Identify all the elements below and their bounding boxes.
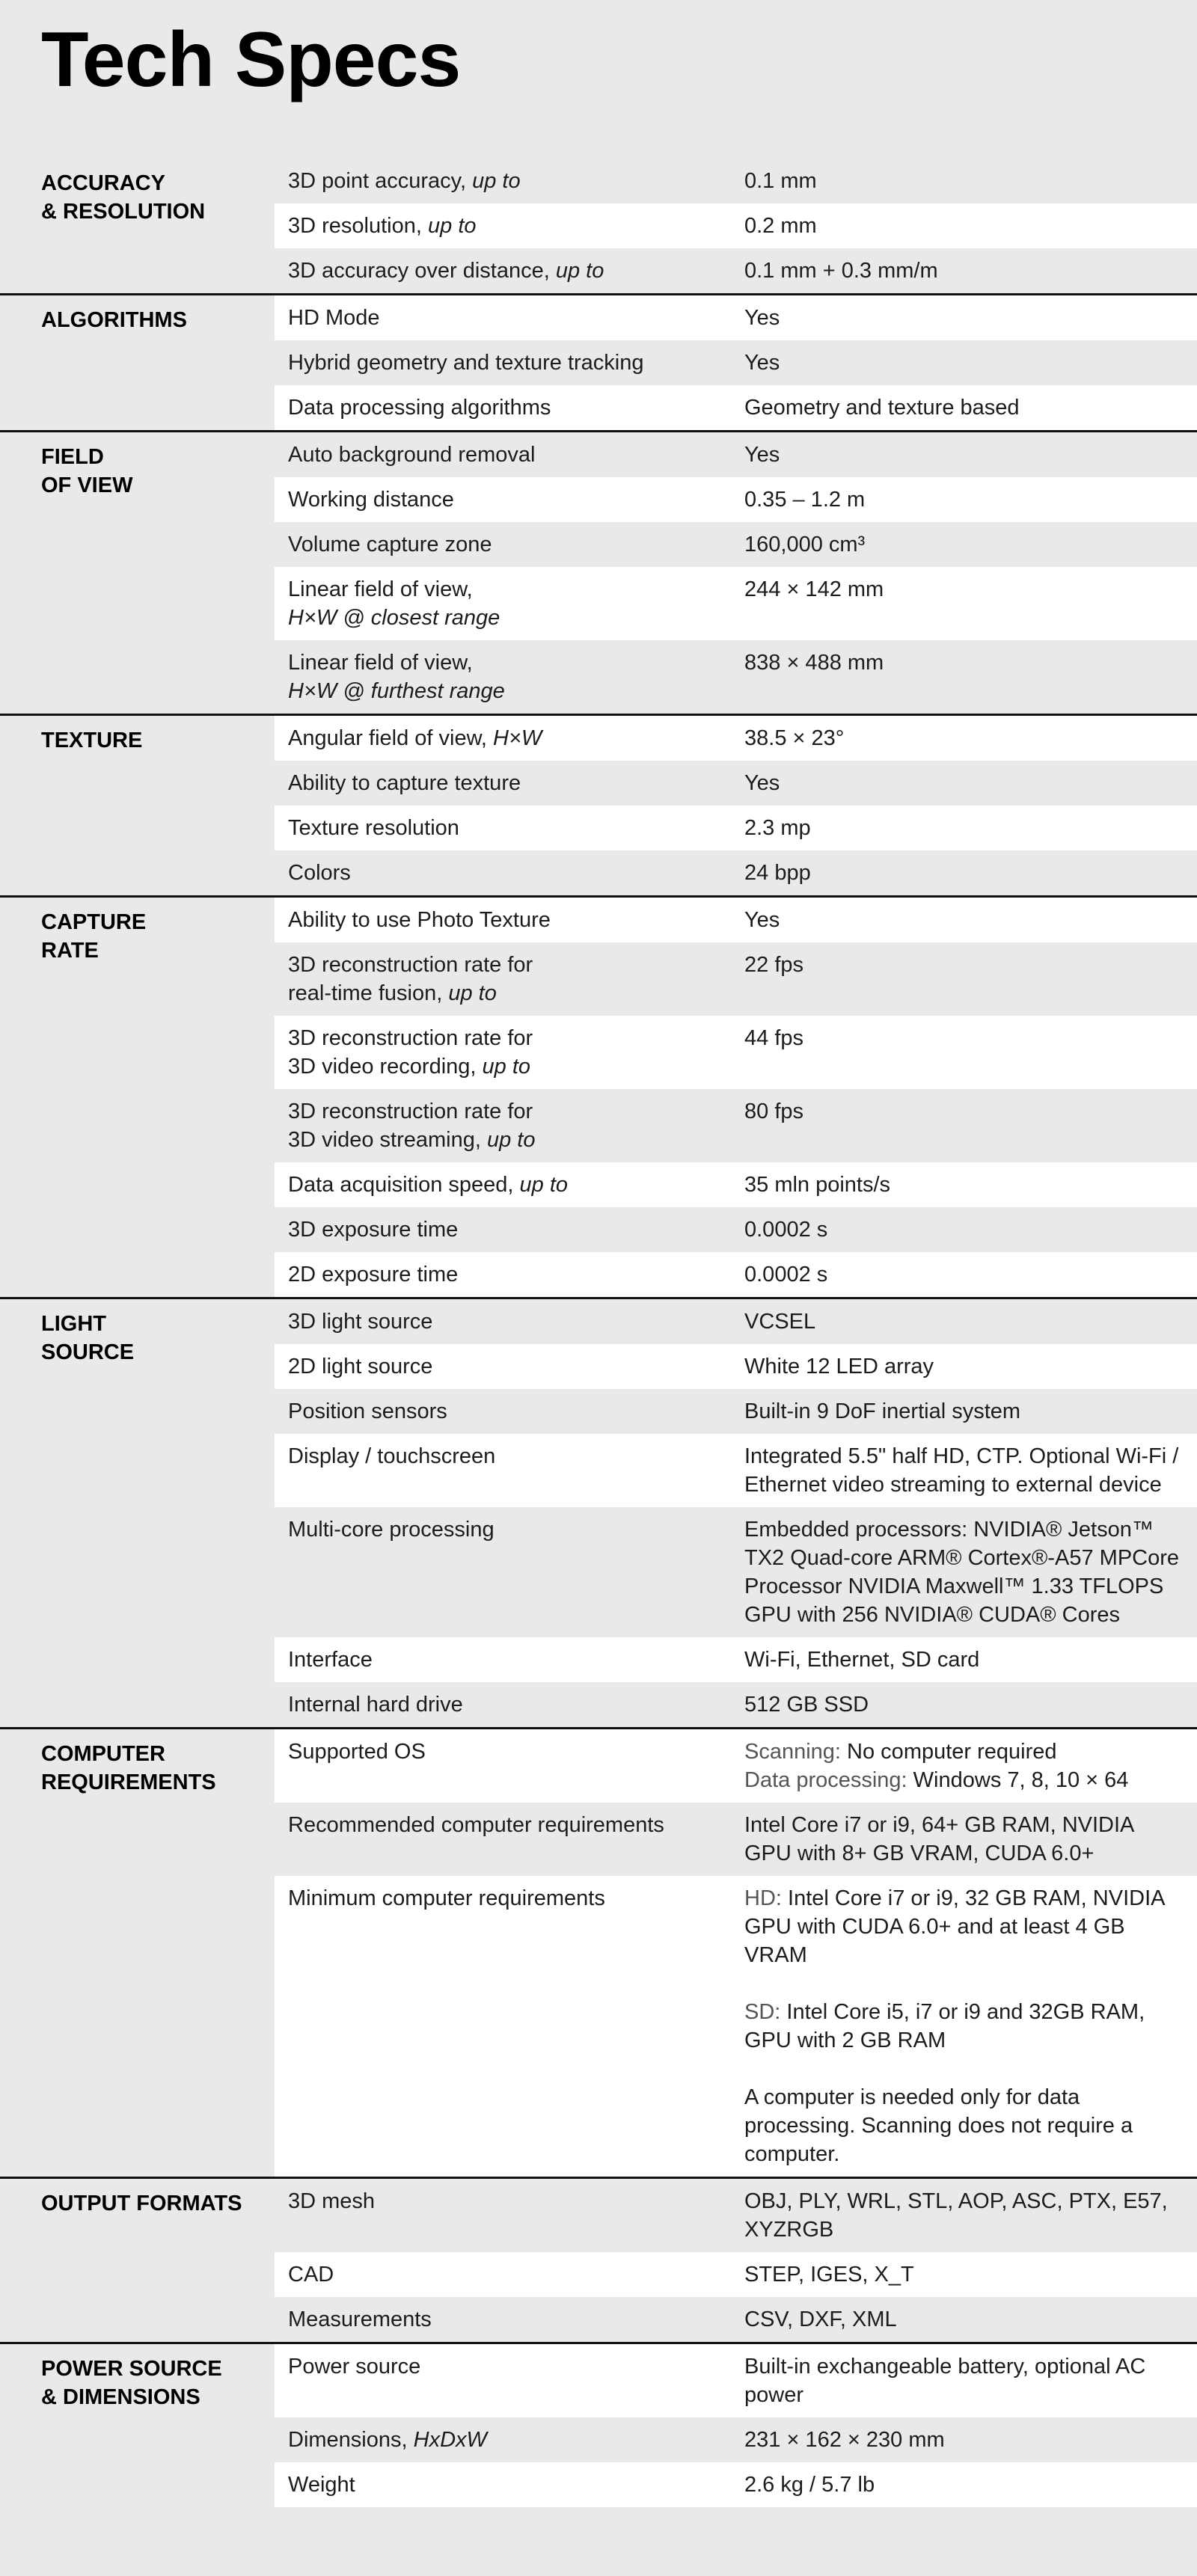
spec-section — [0, 2179, 1197, 2344]
section-rows — [275, 159, 1197, 293]
spec-parameter — [288, 393, 744, 422]
spec-row — [275, 1207, 1197, 1252]
page-title: Tech Specs — [41, 16, 461, 103]
spec-value: 22 fps — [744, 953, 803, 977]
value-text: Windows 7, 8, 10 × 64 — [907, 1768, 1129, 1792]
section-heading: CAPTURE RATE — [41, 910, 147, 963]
spec-parameter — [288, 530, 744, 559]
parameter-qualifier: up to — [472, 169, 521, 193]
spec-row — [275, 295, 1197, 340]
spec-row — [275, 1344, 1197, 1389]
spec-parameter — [288, 167, 744, 195]
value-text: A computer is needed only for data processing. Scanning does not require a computer. — [744, 2085, 1133, 2166]
parameter-text: Working distance — [288, 488, 454, 512]
spec-row — [275, 567, 1197, 640]
value-line — [744, 1998, 1183, 2055]
spec-row — [275, 1434, 1197, 1507]
parameter-text: Data acquisition speed, — [288, 1173, 520, 1197]
spec-row — [275, 942, 1197, 1016]
spec-value: 35 mln points/s — [744, 1173, 891, 1197]
spec-value: Built-in 9 DoF inertial system — [744, 1399, 1021, 1423]
spec-row — [275, 1507, 1197, 1637]
spec-parameter — [288, 951, 744, 1008]
spec-row — [275, 477, 1197, 522]
spec-value: 838 × 488 mm — [744, 651, 884, 675]
parameter-text: 3D exposure time — [288, 1218, 459, 1242]
spec-parameter — [288, 724, 744, 752]
spec-section — [0, 432, 1197, 716]
value-prefix: SD: — [744, 2000, 781, 2024]
spec-parameter — [288, 2260, 744, 2289]
spec-parameter — [288, 1024, 744, 1081]
parameter-qualifier: up to — [555, 259, 604, 283]
spec-parameter — [288, 1690, 744, 1719]
spec-parameter — [288, 2305, 744, 2334]
parameter-text: Data processing algorithms — [288, 396, 551, 420]
parameter-qualifier: H×W — [493, 726, 542, 750]
spec-value: CSV, DXF, XML — [744, 2307, 897, 2331]
spec-parameter — [288, 2187, 744, 2244]
parameter-text: Minimum computer requirements — [288, 1886, 605, 1910]
spec-value: Built-in exchangeable battery, optional AC power — [744, 2355, 1146, 2407]
section-rows — [275, 295, 1197, 430]
parameter-text: CAD — [288, 2263, 334, 2287]
spec-section — [0, 1729, 1197, 2179]
spec-parameter — [288, 1307, 744, 1336]
spec-value: 24 bpp — [744, 861, 811, 885]
spec-row — [275, 806, 1197, 850]
parameter-text: 3D resolution, — [288, 214, 428, 238]
parameter-text: Interface — [288, 1648, 373, 1672]
parameter-text: 3D point accuracy, — [288, 169, 473, 193]
spec-row — [275, 1016, 1197, 1089]
section-rows — [275, 1729, 1197, 2177]
spec-parameter — [288, 1260, 744, 1289]
value-prefix: Data processing: — [744, 1768, 907, 1792]
spec-value — [744, 1738, 1193, 1794]
spec-value: 0.2 mm — [744, 214, 817, 238]
parameter-text: Dimensions, — [288, 2428, 414, 2452]
spec-parameter — [288, 212, 744, 240]
spec-row — [275, 761, 1197, 806]
spec-row — [275, 2462, 1197, 2507]
parameter-text: 3D light source — [288, 1310, 433, 1334]
spec-section — [0, 1299, 1197, 1729]
section-rows — [275, 2179, 1197, 2342]
parameter-text: Weight — [288, 2473, 355, 2497]
spec-value: 44 fps — [744, 1026, 803, 1050]
spec-value: Integrated 5.5" half HD, CTP. Optional Wi-Fi / Ethernet video streaming to external device — [744, 1444, 1179, 1497]
parameter-text: Multi-core processing — [288, 1518, 495, 1542]
spec-row — [275, 1162, 1197, 1207]
spec-parameter — [288, 1097, 744, 1154]
parameter-text: Hybrid geometry and texture tracking — [288, 351, 644, 375]
spec-value: 0.1 mm + 0.3 mm/m — [744, 259, 938, 283]
parameter-text: 3D reconstruction rate for 3D video streaming, — [288, 1100, 533, 1152]
parameter-text: 2D exposure time — [288, 1263, 459, 1287]
section-heading: OUTPUT FORMATS — [41, 2192, 242, 2215]
parameter-text: Position sensors — [288, 1399, 447, 1423]
parameter-text: Recommended computer requirements — [288, 1813, 664, 1837]
spec-value — [744, 1884, 1193, 2168]
section-heading: ALGORITHMS — [41, 308, 187, 332]
value-line — [744, 2083, 1183, 2168]
spec-row — [275, 522, 1197, 567]
spec-value: 0.0002 s — [744, 1263, 828, 1287]
spec-row — [275, 640, 1197, 714]
spec-row — [275, 1389, 1197, 1434]
parameter-text: HD Mode — [288, 306, 380, 330]
value-line — [744, 1766, 1183, 1794]
value-line — [744, 1738, 1183, 1766]
spec-row — [275, 716, 1197, 761]
parameter-text: Angular field of view, — [288, 726, 494, 750]
spec-value: VCSEL — [744, 1310, 816, 1334]
parameter-qualifier: up to — [448, 981, 497, 1005]
parameter-text: Linear field of view, — [288, 651, 473, 675]
spec-parameter — [288, 769, 744, 797]
spec-value: Intel Core i7 or i9, 64+ GB RAM, NVIDIA GPU with 8+ GB VRAM, CUDA 6.0+ — [744, 1813, 1133, 1865]
spec-value: 0.0002 s — [744, 1218, 828, 1242]
parameter-qualifier: up to — [428, 214, 477, 238]
spec-value: Yes — [744, 771, 780, 795]
parameter-text: Colors — [288, 861, 351, 885]
spec-parameter — [288, 1397, 744, 1426]
value-text: No computer required — [841, 1740, 1057, 1764]
section-rows — [275, 716, 1197, 895]
parameter-qualifier: HxDxW — [413, 2428, 487, 2452]
spec-parameter — [288, 349, 744, 377]
parameter-text: Measurements — [288, 2307, 432, 2331]
spec-row — [275, 203, 1197, 248]
value-line — [744, 1884, 1183, 1969]
parameter-qualifier: H×W @ furthest range — [288, 679, 505, 703]
section-heading: TEXTURE — [41, 729, 143, 752]
section-heading: ACCURACY & RESOLUTION — [41, 171, 206, 224]
section-rows — [275, 432, 1197, 714]
spec-parameter — [288, 2352, 744, 2409]
parameter-text: Ability to capture texture — [288, 771, 521, 795]
spec-row — [275, 340, 1197, 385]
spec-row — [275, 1682, 1197, 1727]
spec-row — [275, 2252, 1197, 2297]
spec-row — [275, 1299, 1197, 1344]
parameter-text: Supported OS — [288, 1740, 426, 1764]
parameter-text: Internal hard drive — [288, 1693, 463, 1717]
spec-parameter — [288, 1884, 744, 2168]
value-prefix: Scanning: — [744, 1740, 841, 1764]
spec-row — [275, 1729, 1197, 1803]
spec-row — [275, 1252, 1197, 1297]
spec-row — [275, 850, 1197, 895]
spec-value: 512 GB SSD — [744, 1693, 869, 1717]
spec-parameter — [288, 1646, 744, 1674]
spec-section — [0, 2344, 1197, 2507]
spec-value: Yes — [744, 351, 780, 375]
spec-value: 231 × 162 × 230 mm — [744, 2428, 945, 2452]
spec-parameter — [288, 1215, 744, 1244]
spec-parameter — [288, 814, 744, 842]
spec-value: 2.6 kg / 5.7 lb — [744, 2473, 875, 2497]
spec-parameter — [288, 1171, 744, 1199]
spec-value: Wi-Fi, Ethernet, SD card — [744, 1648, 980, 1672]
spec-parameter — [288, 2471, 744, 2499]
parameter-text: 2D light source — [288, 1355, 433, 1379]
spec-parameter — [288, 1811, 744, 1868]
spec-value: STEP, IGES, X_T — [744, 2263, 914, 2287]
spec-row — [275, 385, 1197, 430]
spec-value: Yes — [744, 443, 780, 467]
parameter-text: Linear field of view, — [288, 577, 473, 601]
spec-row — [275, 1089, 1197, 1162]
spec-parameter — [288, 1352, 744, 1381]
spec-section — [0, 898, 1197, 1299]
section-heading: FIELD OF VIEW — [41, 445, 133, 497]
spec-value: 244 × 142 mm — [744, 577, 884, 601]
section-heading: LIGHT SOURCE — [41, 1312, 135, 1364]
section-rows — [275, 898, 1197, 1297]
spec-value: 160,000 cm³ — [744, 533, 866, 556]
spec-value: White 12 LED array — [744, 1355, 934, 1379]
value-text: Intel Core i7 or i9, 32 GB RAM, NVIDIA GPU with CUDA 6.0+ and at least 4 GB VRAM — [744, 1886, 1164, 1967]
value-prefix: HD: — [744, 1886, 782, 1910]
spec-parameter — [288, 1738, 744, 1794]
spec-value: OBJ, PLY, WRL, STL, AOP, ASC, PTX, E57, XYZRGB — [744, 2189, 1168, 2242]
spec-parameter — [288, 1442, 744, 1499]
spec-value: Embedded processors: NVIDIA® Jetson™ TX2 Quad-core ARM® Cortex®-A57 MPCore Processor NVIDIA Maxwell™ 1.33 TFLOPS GPU with 256 NVIDIA® CUDA® Cores — [744, 1518, 1180, 1627]
section-heading: POWER SOURCE & DIMENSIONS — [41, 2357, 222, 2409]
spec-row — [275, 1637, 1197, 1682]
spec-value: 80 fps — [744, 1100, 803, 1123]
parameter-text: 3D accuracy over distance, — [288, 259, 556, 283]
parameter-qualifier: up to — [482, 1055, 531, 1079]
spec-section — [0, 295, 1197, 432]
parameter-text: Power source — [288, 2355, 421, 2379]
spec-section — [0, 716, 1197, 898]
spec-row — [275, 432, 1197, 477]
spec-row — [275, 2297, 1197, 2342]
parameter-text: Display / touchscreen — [288, 1444, 496, 1468]
parameter-text: Texture resolution — [288, 816, 459, 840]
spec-section — [0, 159, 1197, 295]
spec-value: 0.1 mm — [744, 169, 817, 193]
section-rows — [275, 1299, 1197, 1727]
spec-parameter — [288, 304, 744, 332]
spec-row — [275, 1803, 1197, 1876]
value-text: Intel Core i5, i7 or i9 and 32GB RAM, GPU with 2 GB RAM — [744, 2000, 1145, 2052]
spec-row — [275, 2179, 1197, 2252]
spec-parameter — [288, 575, 744, 632]
parameter-qualifier: H×W @ closest range — [288, 606, 500, 630]
spec-parameter — [288, 257, 744, 285]
spec-row — [275, 898, 1197, 942]
section-rows — [275, 2344, 1197, 2507]
spec-parameter — [288, 441, 744, 469]
spec-row — [275, 2344, 1197, 2417]
spec-parameter — [288, 485, 744, 514]
parameter-qualifier: up to — [486, 1128, 536, 1152]
spec-parameter — [288, 2426, 744, 2454]
spec-parameter — [288, 648, 744, 705]
specs-table — [0, 159, 1197, 2507]
spec-row — [275, 1876, 1197, 2177]
parameter-text: Ability to use Photo Texture — [288, 908, 551, 932]
spec-value: 38.5 × 23° — [744, 726, 845, 750]
spec-value: 0.35 – 1.2 m — [744, 488, 866, 512]
section-heading: COMPUTER REQUIREMENTS — [41, 1742, 216, 1794]
spec-value: Geometry and texture based — [744, 396, 1020, 420]
spec-parameter — [288, 1515, 744, 1629]
parameter-text: 3D mesh — [288, 2189, 376, 2213]
parameter-text: Volume capture zone — [288, 533, 492, 556]
spec-parameter — [288, 859, 744, 887]
parameter-text: Auto background removal — [288, 443, 536, 467]
spec-row — [275, 248, 1197, 293]
spec-parameter — [288, 906, 744, 934]
spec-row — [275, 159, 1197, 203]
spec-value: Yes — [744, 306, 780, 330]
parameter-text: 3D reconstruction rate for real-time fusion, — [288, 953, 533, 1005]
parameter-qualifier: up to — [519, 1173, 569, 1197]
spec-value: 2.3 mp — [744, 816, 811, 840]
spec-value: Yes — [744, 908, 780, 932]
spec-row — [275, 2417, 1197, 2462]
parameter-text: 3D reconstruction rate for 3D video recording, — [288, 1026, 533, 1079]
